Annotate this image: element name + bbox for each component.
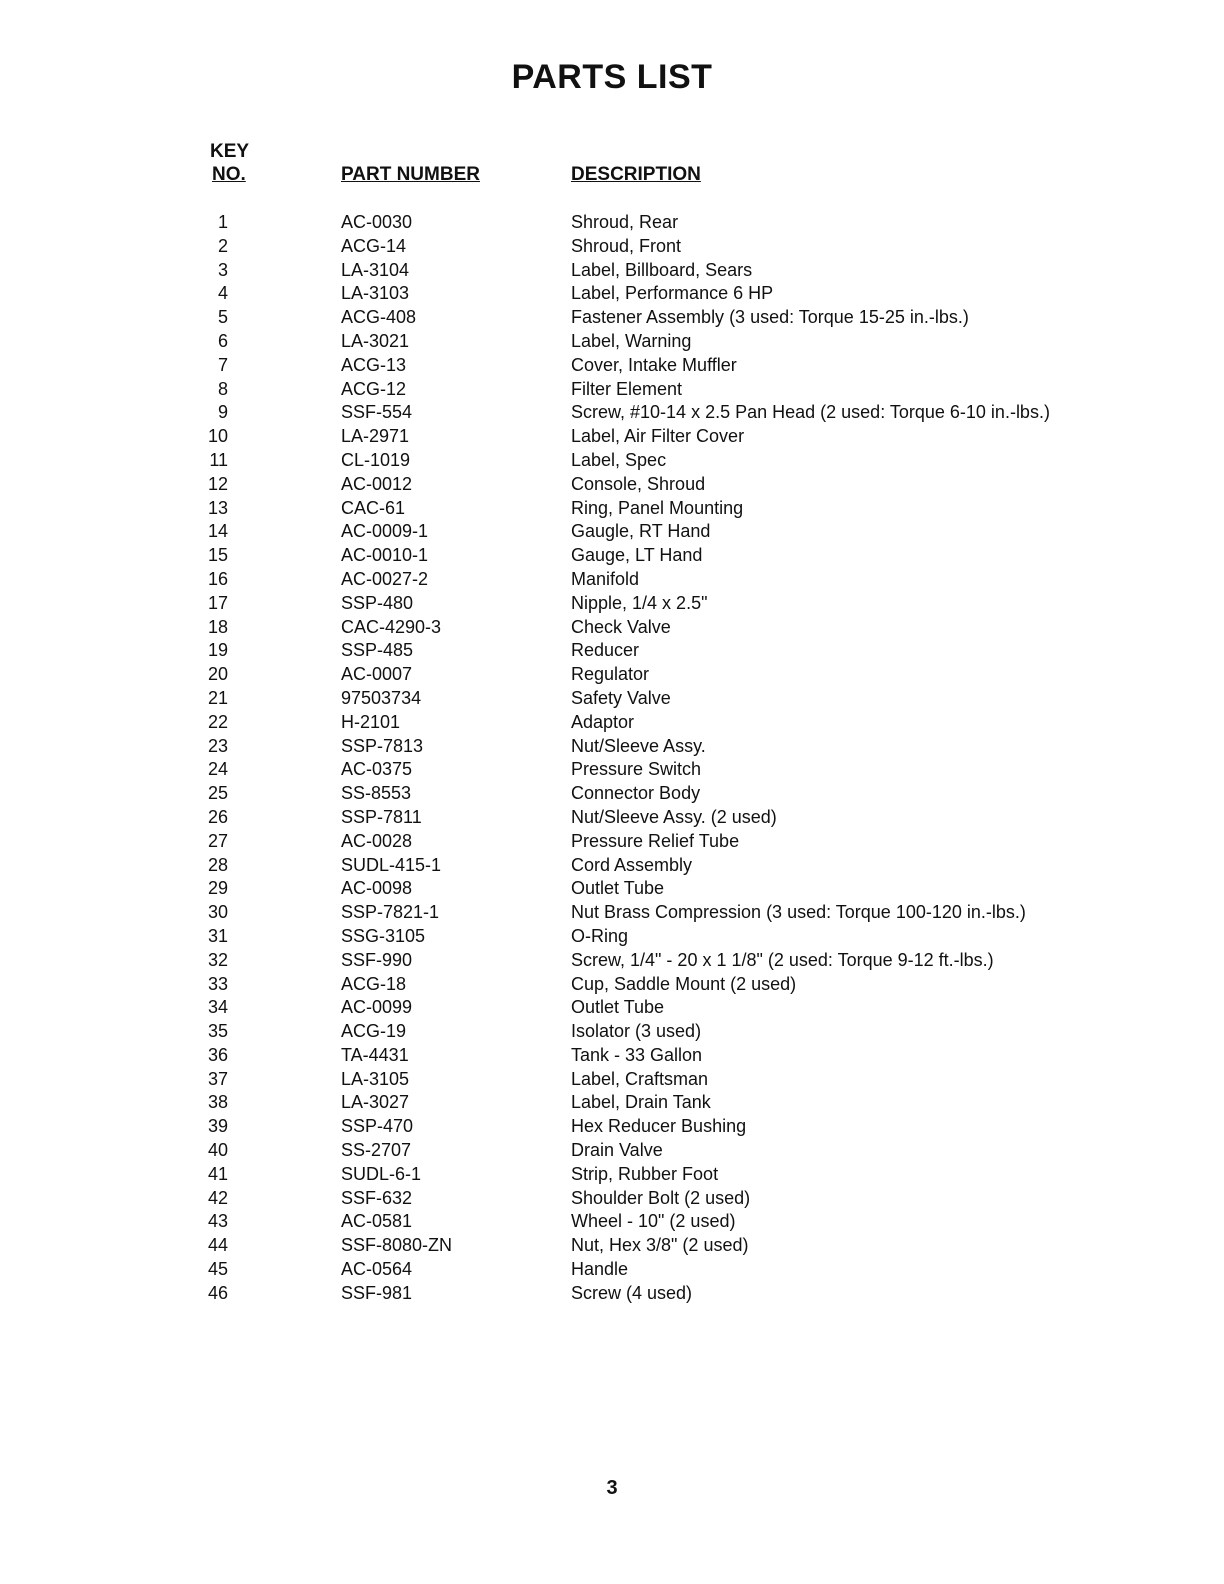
key-number: 28 <box>207 854 228 875</box>
table-row <box>0 687 1224 711</box>
part-description: Screw, #10-14 x 2.5 Pan Head (2 used: Torque 6-10 in.-lbs.) <box>571 402 1050 423</box>
part-description: Strip, Rubber Foot <box>571 1163 719 1184</box>
part-description: Console, Shroud <box>571 473 706 494</box>
part-description: Label, Performance 6 HP <box>571 283 774 304</box>
key-number: 5 <box>217 307 228 328</box>
part-number: AC-0564 <box>341 1259 413 1280</box>
table-header <box>0 140 1224 192</box>
part-number: SSF-990 <box>341 949 413 970</box>
description-header: DESCRIPTION <box>571 164 701 185</box>
part-description: Outlet Tube <box>571 997 665 1018</box>
key-number: 10 <box>207 426 228 447</box>
key-number: 19 <box>207 640 228 661</box>
key-number: 37 <box>207 1068 228 1089</box>
part-description: Label, Spec <box>571 449 667 470</box>
part-description: Nut/Sleeve Assy. <box>571 735 706 756</box>
part-description: Shoulder Bolt (2 used) <box>571 1187 751 1208</box>
part-number: SSG-3105 <box>341 925 426 946</box>
key-number: 24 <box>207 759 228 780</box>
table-row <box>0 949 1224 973</box>
part-description: Gaugle, RT Hand <box>571 521 711 542</box>
part-number: 97503734 <box>341 687 422 708</box>
part-number: AC-0028 <box>341 830 413 851</box>
part-description: Filter Element <box>571 378 683 399</box>
part-number: SSF-632 <box>341 1187 413 1208</box>
table-row <box>0 735 1224 759</box>
key-number: 44 <box>207 1235 228 1256</box>
part-description: Fastener Assembly (3 used: Torque 15-25 in.-lbs.) <box>571 307 969 328</box>
key-number: 6 <box>217 330 228 351</box>
key-number: 43 <box>207 1211 228 1232</box>
part-number: LA-3021 <box>341 330 410 351</box>
part-description: Regulator <box>571 664 650 685</box>
key-number: 30 <box>207 902 228 923</box>
key-number: 42 <box>207 1187 228 1208</box>
table-row <box>0 401 1224 425</box>
part-number: LA-2971 <box>341 426 410 447</box>
part-number-header: PART NUMBER <box>341 164 480 185</box>
part-description: Label, Air Filter Cover <box>571 426 745 447</box>
part-number: AC-0027-2 <box>341 568 429 589</box>
part-number: LA-3027 <box>341 1092 410 1113</box>
part-description: Tank - 33 Gallon <box>571 1044 703 1065</box>
part-description: Connector Body <box>571 783 701 804</box>
key-number: 35 <box>207 1021 228 1042</box>
key-number: 12 <box>207 473 228 494</box>
key-number: 34 <box>207 997 228 1018</box>
part-description: Check Valve <box>571 616 671 637</box>
table-row <box>0 378 1224 402</box>
part-number: AC-0007 <box>341 664 413 685</box>
part-number: CAC-61 <box>341 497 406 518</box>
key-number: 26 <box>207 806 228 827</box>
key-number: 45 <box>207 1259 228 1280</box>
table-row <box>0 639 1224 663</box>
key-number: 17 <box>207 592 228 613</box>
part-number: LA-3103 <box>341 283 410 304</box>
table-row <box>0 1163 1224 1187</box>
key-no-header <box>210 140 249 186</box>
part-number: SSP-7811 <box>341 806 422 827</box>
part-description: Nut, Hex 3/8" (2 used) <box>571 1235 749 1256</box>
part-number: SS-2707 <box>341 1140 412 1161</box>
part-description: Handle <box>571 1259 629 1280</box>
table-row <box>0 235 1224 259</box>
table-row <box>0 901 1224 925</box>
table-row <box>0 497 1224 521</box>
key-number: 39 <box>207 1116 228 1137</box>
table-row <box>0 711 1224 735</box>
part-number: TA-4431 <box>341 1044 409 1065</box>
table-row <box>0 973 1224 997</box>
table-row <box>0 1020 1224 1044</box>
table-row <box>0 568 1224 592</box>
table-row <box>0 330 1224 354</box>
key-number: 7 <box>217 354 228 375</box>
table-row <box>0 925 1224 949</box>
page-title: PARTS LIST <box>511 58 713 96</box>
table-row <box>0 1258 1224 1282</box>
part-description: Reducer <box>571 640 640 661</box>
part-description: Outlet Tube <box>571 878 665 899</box>
part-description: Label, Craftsman <box>571 1068 709 1089</box>
part-description: Ring, Panel Mounting <box>571 497 744 518</box>
table-row <box>0 259 1224 283</box>
table-row <box>0 211 1224 235</box>
part-number: AC-0099 <box>341 997 413 1018</box>
key-number: 46 <box>207 1282 228 1303</box>
table-row <box>0 1068 1224 1092</box>
part-number: CAC-4290-3 <box>341 616 442 637</box>
part-number: SSP-7813 <box>341 735 424 756</box>
part-number: AC-0581 <box>341 1211 413 1232</box>
key-number: 31 <box>207 925 228 946</box>
part-description: Label, Billboard, Sears <box>571 259 753 280</box>
part-number: AC-0098 <box>341 878 413 899</box>
part-description: Drain Valve <box>571 1140 663 1161</box>
part-description: Pressure Relief Tube <box>571 830 740 851</box>
table-row <box>0 830 1224 854</box>
table-row <box>0 1139 1224 1163</box>
part-description: Screw (4 used) <box>571 1282 693 1303</box>
part-number: SUDL-415-1 <box>341 854 442 875</box>
part-number: AC-0009-1 <box>341 521 429 542</box>
part-description: Adaptor <box>571 711 635 732</box>
table-row <box>0 877 1224 901</box>
key-number: 18 <box>207 616 228 637</box>
table-row <box>0 425 1224 449</box>
part-description: O-Ring <box>571 925 629 946</box>
table-row <box>0 1210 1224 1234</box>
table-row <box>0 306 1224 330</box>
table-row <box>0 616 1224 640</box>
part-description: Nipple, 1/4 x 2.5" <box>571 592 708 613</box>
part-number: SSF-554 <box>341 402 413 423</box>
key-number: 36 <box>207 1044 228 1065</box>
table-row <box>0 592 1224 616</box>
table-row <box>0 758 1224 782</box>
part-description: Label, Warning <box>571 330 692 351</box>
page-number: 3 <box>606 1477 618 1499</box>
table-row <box>0 854 1224 878</box>
part-number: SSP-480 <box>341 592 414 613</box>
key-number: 21 <box>207 687 228 708</box>
part-description: Nut/Sleeve Assy. (2 used) <box>571 806 777 827</box>
table-row <box>0 1282 1224 1306</box>
table-row <box>0 282 1224 306</box>
key-number: 32 <box>207 949 228 970</box>
key-header-line2: NO. <box>212 164 246 185</box>
part-number: SSP-470 <box>341 1116 414 1137</box>
table-row <box>0 354 1224 378</box>
key-number: 22 <box>207 711 228 732</box>
key-number: 41 <box>207 1163 228 1184</box>
part-description: Isolator (3 used) <box>571 1021 702 1042</box>
part-number: SSP-7821-1 <box>341 902 440 923</box>
key-number: 4 <box>217 283 228 304</box>
part-number: SS-8553 <box>341 783 412 804</box>
table-row <box>0 1115 1224 1139</box>
part-number: LA-3105 <box>341 1068 410 1089</box>
key-number: 15 <box>207 545 228 566</box>
part-number: AC-0012 <box>341 473 413 494</box>
key-number: 40 <box>207 1140 228 1161</box>
part-number: ACG-408 <box>341 307 417 328</box>
part-number: CL-1019 <box>341 449 411 470</box>
part-number: ACG-13 <box>341 354 407 375</box>
part-number: SSP-485 <box>341 640 414 661</box>
part-description: Cord Assembly <box>571 854 693 875</box>
key-header-line1: KEY <box>210 141 250 162</box>
part-description: Nut Brass Compression (3 used: Torque 100-120 in.-lbs.) <box>571 902 1026 923</box>
part-description: Label, Drain Tank <box>571 1092 711 1113</box>
table-row <box>0 520 1224 544</box>
part-description: Shroud, Rear <box>571 212 679 232</box>
table-row <box>0 1044 1224 1068</box>
part-number: SSF-8080-ZN <box>341 1235 453 1256</box>
part-description: Cup, Saddle Mount (2 used) <box>571 973 797 994</box>
key-number: 14 <box>207 521 228 542</box>
key-number: 29 <box>207 878 228 899</box>
part-number: AC-0375 <box>341 759 413 780</box>
table-row <box>0 544 1224 568</box>
part-description: Screw, 1/4" - 20 x 1 1/8" (2 used: Torque 9-12 ft.-lbs.) <box>571 949 994 970</box>
part-number: ACG-19 <box>341 1021 407 1042</box>
table-row <box>0 782 1224 806</box>
part-number: SSF-981 <box>341 1282 413 1303</box>
part-number: LA-3104 <box>341 259 410 280</box>
key-number: 13 <box>207 497 228 518</box>
table-row <box>0 1234 1224 1258</box>
table-row <box>0 473 1224 497</box>
part-description: Cover, Intake Muffler <box>571 354 737 375</box>
part-description: Manifold <box>571 568 640 589</box>
part-number: AC-0010-1 <box>341 545 429 566</box>
table-row <box>0 1091 1224 1115</box>
key-number: 23 <box>207 735 228 756</box>
part-description: Pressure Switch <box>571 759 702 780</box>
table-row <box>0 449 1224 473</box>
part-number: AC-0030 <box>341 212 413 232</box>
parts-table <box>0 211 1224 1306</box>
key-number: 9 <box>217 402 228 423</box>
key-number: 1 <box>217 212 228 232</box>
key-number: 3 <box>217 259 228 280</box>
key-number: 8 <box>217 378 228 399</box>
key-number: 25 <box>207 783 228 804</box>
key-number: 27 <box>207 830 228 851</box>
key-number: 16 <box>207 568 228 589</box>
part-description: Gauge, LT Hand <box>571 545 703 566</box>
key-number: 38 <box>207 1092 228 1113</box>
table-row <box>0 663 1224 687</box>
part-description: Wheel - 10" (2 used) <box>571 1211 736 1232</box>
part-number: ACG-14 <box>341 235 407 256</box>
part-number: H-2101 <box>341 711 401 732</box>
table-row <box>0 996 1224 1020</box>
key-number: 11 <box>209 449 228 470</box>
part-number: ACG-12 <box>341 378 407 399</box>
part-description: Hex Reducer Bushing <box>571 1116 747 1137</box>
table-row <box>0 806 1224 830</box>
part-description: Shroud, Front <box>571 235 682 256</box>
part-number: SUDL-6-1 <box>341 1163 422 1184</box>
key-number: 33 <box>207 973 228 994</box>
key-number: 2 <box>217 235 228 256</box>
key-number: 20 <box>207 664 228 685</box>
part-description: Safety Valve <box>571 687 671 708</box>
table-row <box>0 1187 1224 1211</box>
part-number: ACG-18 <box>341 973 407 994</box>
